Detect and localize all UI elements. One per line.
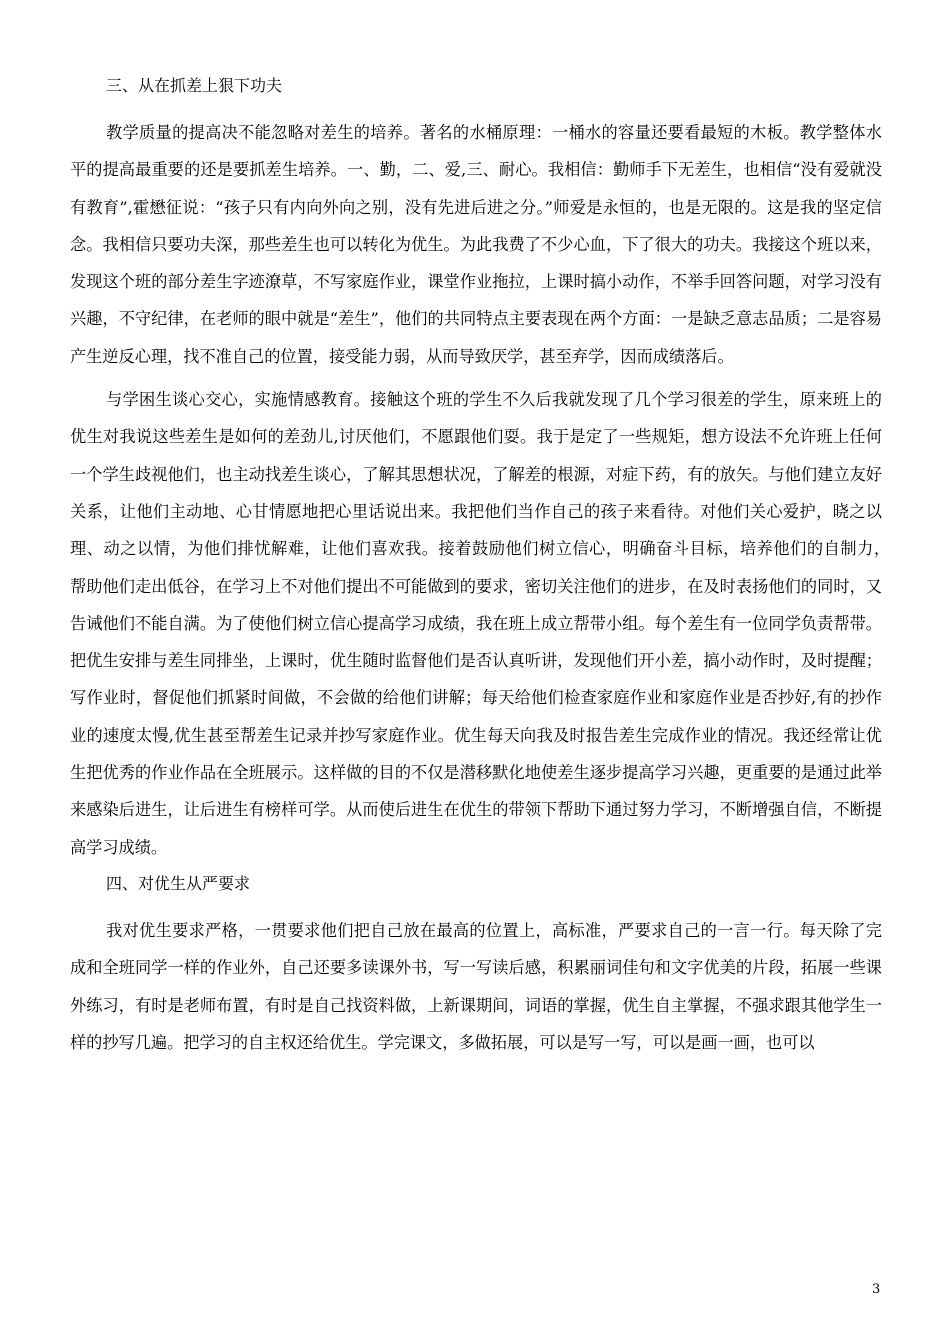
section-4-heading: 四、对优生从严要求 (106, 873, 251, 893)
document-page (70, 74, 899, 1069)
page-number: 3 (872, 1282, 881, 1297)
section-4-paragraph-1: 我对优生要求严格，一贯要求他们把自己放在最高的位置上，高标准，严要求自己的一言一行。每天除了完成和全班同学一样的作业外，自己还要多读课外书，写一写读后感，积累丽词佳句和文字优美的片段，拓展一些课外练习，有时是老师布置，有时是自己找资料做，上新课期间，词语的掌握，优生自主掌握，不强求跟其他学生一样的抄写几遍。把学习的自主权还给优生。学完课文，多做拓展，可以是写一写，可以是画一画，也可以 (70, 920, 882, 1052)
section-3-paragraph-2: 与学困生谈心交心，实施情感教育。接触这个班的学生不久后我就发现了几个学习很差的学生，原来班上的优生对我说这些差生是如何的差劲儿,讨厌他们，不愿跟他们耍。我于是定了一些规矩，想方设法不允许班上任何一个学生歧视他们，也主动找差生谈心，了解其思想状况，了解差的根源，对症下药，有的放矢。与他们建立友好关系，让他们主动地、心甘情愿地把心里话说出来。我把他们当作自己的孩子来看待。对他们关心爱护，晓之以理、动之以情，为他们排忧解难，让他们喜欢我。接着鼓励他们树立信心，明确奋斗目标，培养他们的自制力， 帮助他们走出低谷，在学习上不对他们提出不可能做到的要求，密切关注他们的进步，在及时表扬他们的同时，又告诫他们不能自满。为了使他们树立信心提高学习成绩，我在班上成立帮带小组。每个差生有一位同学负责帮带。把优生安排与差生同排坐，上课时，优生随时监督他们是否认真听讲，发现他们开小差，搞小动作时，及时提醒；写作业时，督促他们抓紧时间做，不会做的给他们讲解；每天给他们检查家庭作业和家庭作业是否抄好,有的抄作业的速度太慢,优生甚至帮差生记录并抄写家庭作业。优生每天向我及时报告差生完成作业的情况。我还经常让优生把优秀的作业作品在全班展示。这样做的目的不仅是潜移默化地使差生逐步提高学习兴趣，更重要的是通过此举来感染后进生，让后进生有榜样可学。从而使后进生在优生的带领下帮助下通过努力学习，不断增强自信，不断提高学习成绩。 (70, 390, 899, 857)
section-3-paragraph-1: 教学质量的提高决不能忽略对差生的培养。著名的水桶原理：一桶水的容量还要看最短的木板。教学整体水平的提高最重要的还是要抓差生培养。一、勤，二、爱,三、耐心。我相信：勤师手下无差生，也相信“没有爱就没有教育”,霍懋征说：“孩子只有内向外向之别，没有先进后进之分。”师爱是永恒的，也是无限的。这是我的坚定信念。我相信只要功夫深，那些差生也可以转化为优生。为此我费了不少心血，下了很大的功夫。我接这个班以来，发现这个班的部分差生字迹潦草，不写家庭作业，课堂作业拖拉，上课时搞小动作，不举手回答问题，对学习没有兴趣，不守纪律，在老师的眼中就是“差生”，他们的共同特点主要表现在两个方面：一是缺乏意志品质；二是容易产生逆反心理，找不准自己的位置，接受能力弱，从而导致厌学，甚至弃学，因而成绩落后。 (70, 123, 882, 366)
section-3-heading: 三、从在抓差上狠下功夫 (106, 76, 283, 95)
